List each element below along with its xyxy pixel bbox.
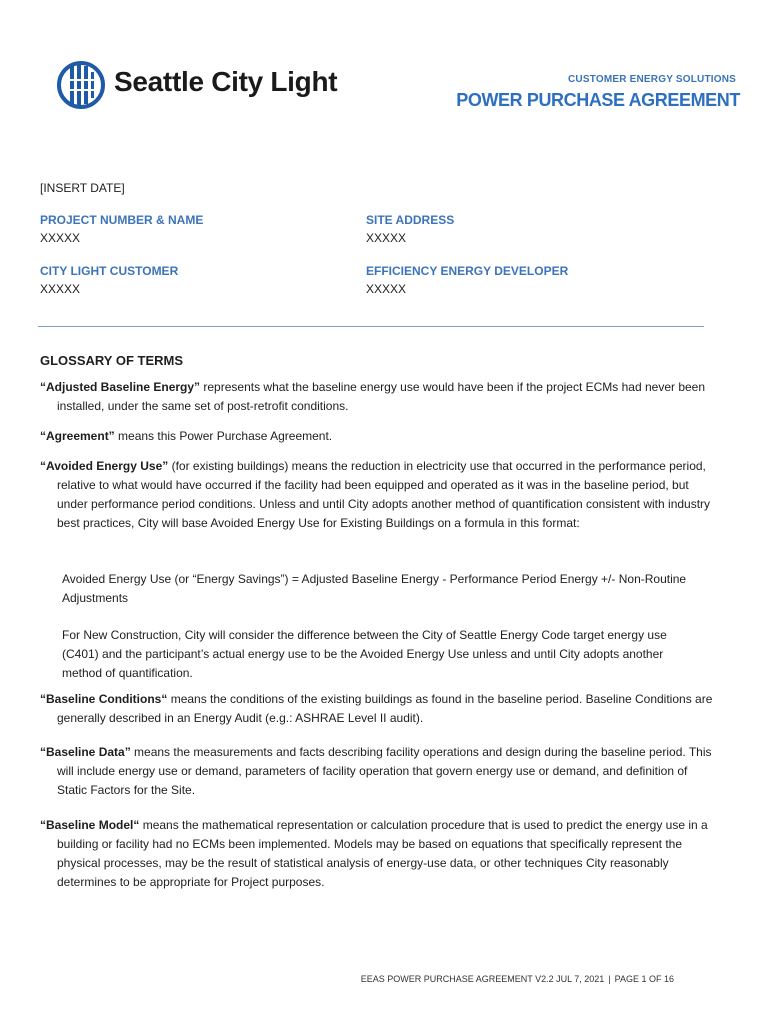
- glossary-term: “Baseline Data”: [40, 745, 131, 759]
- seattle-city-light-logo: [56, 58, 356, 110]
- project-number-value: XXXXX: [40, 231, 81, 245]
- page-footer: [361, 974, 674, 984]
- glossary-definition: represents what the baseline energy use would have been if the project ECMs had never been installed, under the same set of post-retrofit conditions.: [57, 380, 706, 413]
- glossary-term: “Baseline Model“: [40, 818, 140, 832]
- glossary-entry-baseline-model: [40, 816, 717, 892]
- glossary-entry-avoided-energy-use: [40, 457, 717, 533]
- section-divider: [38, 326, 704, 327]
- developer-value: XXXXX: [366, 282, 407, 296]
- developer-label: EFFICIENCY ENERGY DEVELOPER: [366, 264, 569, 278]
- glossary-term: “Avoided Energy Use”: [40, 459, 169, 473]
- footer-doc-version: EEAS POWER PURCHASE AGREEMENT V2.2 JUL 7, 2021: [360, 974, 605, 984]
- glossary-entry-baseline-data: [40, 743, 717, 800]
- project-number-label: PROJECT NUMBER & NAME: [40, 213, 204, 227]
- glossary-definition: means the measurements and facts describing facility operations and design during the baseline period. This will include energy use or demand, parameters of facility operation that govern energy use or demand, and definition of Static Factors for the Site.: [57, 745, 712, 797]
- customer-value: XXXXX: [40, 282, 81, 296]
- site-address-label: SITE ADDRESS: [366, 213, 455, 227]
- glossary-definition: (for existing buildings) means the reduction in electricity use that occurred in the performance period, relative to what would have occurred if the facility had been equipped and operated as it was in the baseline period, but under performance period conditions. Unless and until City adopts another method of quantification consistent with industry best practices, City will base Avoided Energy Use for Existing Buildings on a formula in this format:: [57, 459, 711, 530]
- avoided-energy-formula: Avoided Energy Use (or “Energy Savings”) = Adjusted Baseline Energy - Performance Period Energy +/- Non-Routine Adjustments: [62, 572, 687, 605]
- department-label: CUSTOMER ENERGY SOLUTIONS: [568, 74, 736, 85]
- document-title: POWER PURCHASE AGREEMENT: [456, 90, 740, 110]
- glossary-term: “Adjusted Baseline Energy”: [40, 380, 201, 394]
- glossary-term: “Agreement”: [40, 429, 115, 443]
- glossary-definition: means the conditions of the existing buildings as found in the baseline period. Baseline Conditions are generally described in an Energy Audit (e.g.: ASHRAE Level II audit).: [57, 692, 713, 725]
- glossary-entry-agreement: [40, 427, 717, 446]
- logo-emblem-icon: [56, 60, 106, 110]
- new-construction-paragraph: For New Construction, City will consider the difference between the City of Seattle Energy Code target energy use (C401) and the participant’s actual energy use to be the Avoided Energy Use unless and until City adopts another method of quantification.: [62, 628, 667, 680]
- footer-page-number: PAGE 1 OF 16: [614, 974, 674, 984]
- glossary-entry-adjusted-baseline-energy: [40, 378, 717, 416]
- glossary-definition: means the mathematical representation or calculation procedure that is used to predict the energy use in a building or facility had no ECMs been implemented. Models may be based on equations that specifically represent the physical processes, may be the result of statistical analysis of energy-use data, or other techniques City reasonably determines to be appropriate for Project purposes.: [57, 818, 708, 889]
- glossary-entry-baseline-conditions: [40, 690, 717, 728]
- site-address-value: XXXXX: [366, 231, 407, 245]
- glossary-heading: GLOSSARY OF TERMS: [40, 353, 184, 368]
- brand-name: Seattle City Light: [114, 66, 338, 97]
- customer-label: CITY LIGHT CUSTOMER: [40, 264, 179, 278]
- footer-separator: |: [608, 974, 611, 984]
- date-placeholder: [INSERT DATE]: [40, 181, 125, 195]
- glossary-term: “Baseline Conditions“: [40, 692, 168, 706]
- glossary-definition: means this Power Purchase Agreement.: [114, 429, 333, 443]
